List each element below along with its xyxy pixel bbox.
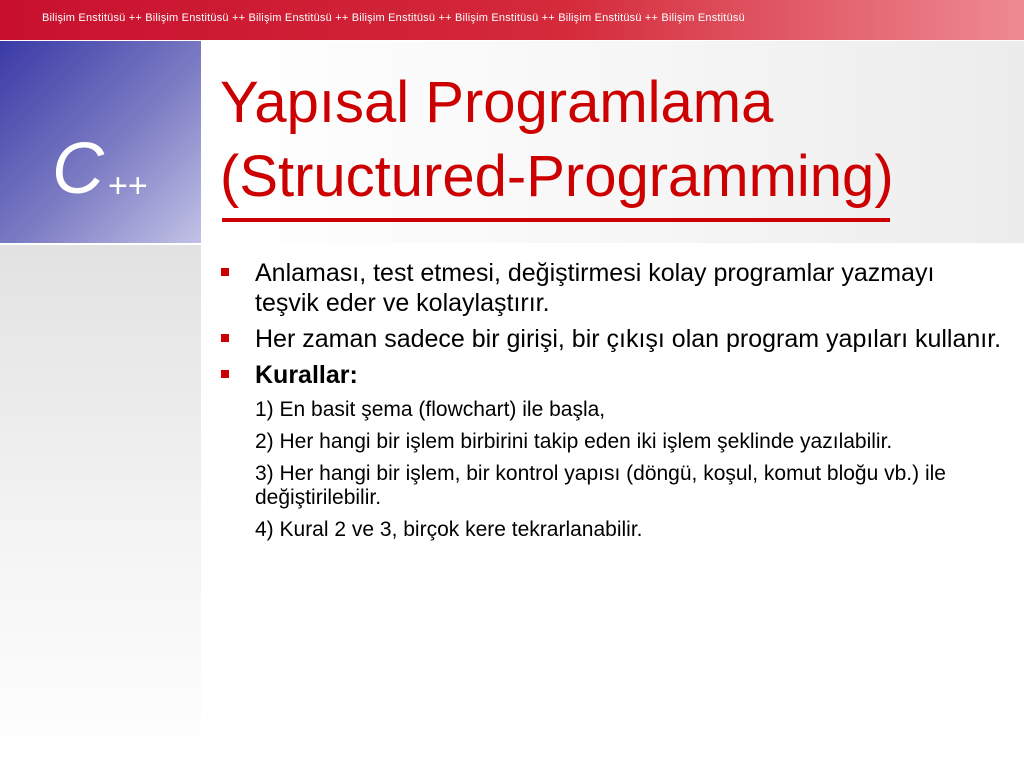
square-bullet-icon [221,268,229,276]
bullet-item [215,324,1005,354]
bullet-text: Her zaman sadece bir girişi, bir çıkışı olan program yapıları kullanır. [255,325,1002,353]
bullet-text: Anlaması, test etmesi, değiştirmesi kolay programlar yazmayı teşvik eder ve kolaylaştırır. [255,259,935,317]
left-panel [0,245,201,768]
bullet-item [215,258,1005,318]
vertical-divider [201,41,203,768]
header-banner [0,0,1024,40]
rule-item: 4) Kural 2 ve 3, birçok kere tekrarlanabilir. [255,518,643,541]
slide-title: Yapısal Programlama [220,70,774,135]
horizontal-divider [0,243,201,245]
square-bullet-icon [221,334,229,342]
cpp-logo [0,41,201,243]
square-bullet-icon [221,370,229,378]
banner-text: Bilişim Enstitüsü ++ Bilişim Enstitüsü ++ Bilişim Enstitüsü ++ Bilişim Enstitüsü ++ Bilişim Enstitüsü ++ Bilişim Enstitüsü ++ Bilişim Enstitüsü [42,12,745,24]
bullet-heading: Kurallar: [255,361,358,389]
slide-subtitle: (Structured-Programming) [220,144,894,209]
logo-superscript: ++ [108,167,148,205]
rule-item: 1) En basit şema (flowchart) ile başla, [255,398,606,421]
slide-content [215,258,1005,542]
title-underline [222,218,890,222]
rule-item: 3) Her hangi bir işlem, bir kontrol yapısı (döngü, koşul, komut bloğu vb.) ile değiştirilebilir. [255,462,946,509]
logo-letter: C [52,129,104,209]
bullet-item [215,360,1005,390]
rule-item: 2) Her hangi bir işlem birbirini takip eden iki işlem şeklinde yazılabilir. [255,430,893,453]
